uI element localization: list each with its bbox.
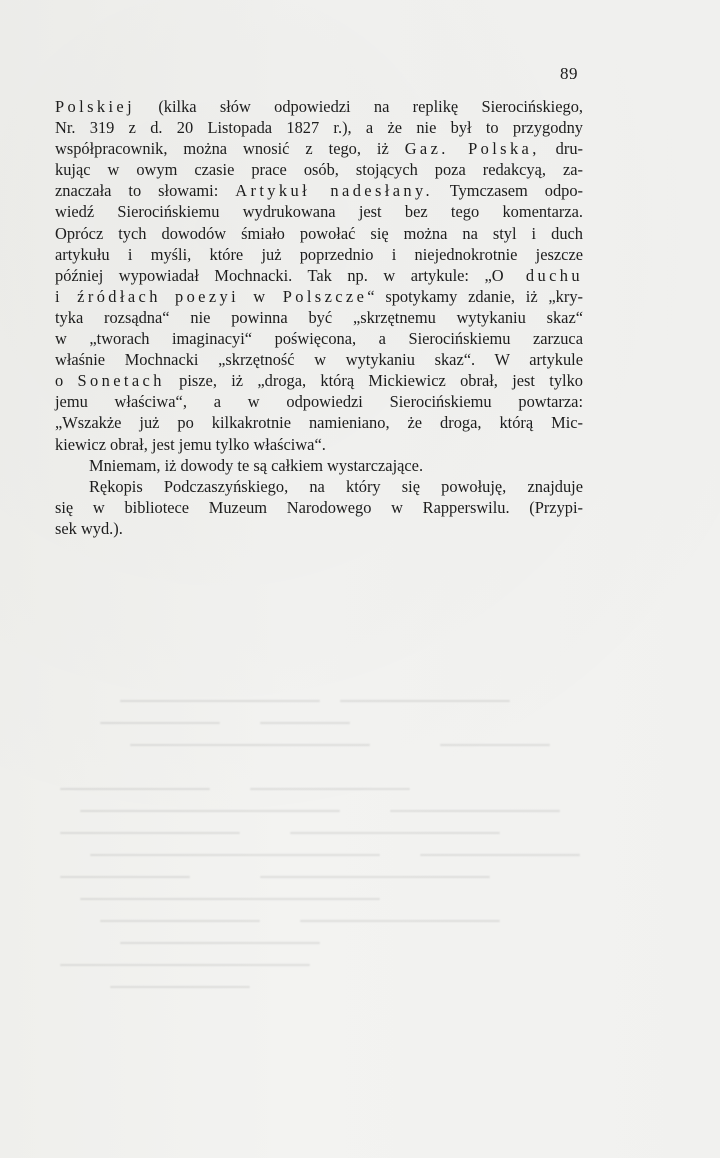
text-line — [55, 265, 583, 286]
text-line — [55, 349, 583, 370]
text-segment: Tymczasem odpo- — [433, 181, 583, 201]
text-line — [55, 223, 583, 244]
show-through-line — [440, 744, 550, 746]
text-line — [55, 476, 583, 497]
text-segment: się w bibliotece Muzeum Narodowego w Rapperswilu. (Przypi- — [55, 497, 583, 517]
show-through-line — [260, 722, 350, 724]
text-segment: później wypowiadał Mochnacki. Tak np. w artykule: „ — [55, 265, 492, 285]
text-line — [55, 117, 583, 138]
text-line — [55, 201, 583, 222]
text-line — [55, 286, 583, 307]
text-line — [55, 138, 583, 159]
show-through-text — [60, 690, 640, 1020]
text-line — [55, 391, 583, 412]
text-segment: wiedź Sierocińskiemu wydrukowana jest bez tego komentarza. — [55, 202, 583, 222]
text-segment: współpracownik, można wnosić z tego, iż — [55, 139, 405, 159]
show-through-line — [80, 810, 340, 812]
show-through-line — [290, 832, 500, 834]
text-segment: w „tworach imaginacyi“ poświęcona, a Sierocińskiemu zarzuca — [55, 329, 583, 349]
text-segment: dru- — [539, 139, 583, 159]
show-through-line — [120, 942, 320, 944]
text-line — [55, 370, 583, 391]
text-segment: Oprócz tych dowodów śmiało powołać się można na styl i duch — [55, 223, 583, 243]
text-segment: kując w owym czasie prace osób, stojących poza redakcyą, za- — [55, 160, 583, 180]
show-through-line — [390, 810, 560, 812]
text-segment: Rękopis Podczaszyńskiego, na który się powołuję, znajduje — [89, 476, 583, 496]
spaced-emphasis: Sonetach — [77, 371, 165, 391]
show-through-line — [110, 986, 250, 988]
show-through-line — [300, 920, 500, 922]
text-segment: sek wyd.). — [55, 518, 123, 538]
show-through-line — [60, 788, 210, 790]
text-segment: „Wszakże już po kilkakrotnie namieniano, że droga, którą Mic- — [55, 413, 583, 433]
text-line — [55, 412, 583, 433]
spaced-emphasis: Gaz. Polska, — [404, 139, 540, 159]
text-line — [55, 455, 583, 476]
show-through-line — [100, 920, 260, 922]
text-segment: Nr. 319 z d. 20 Listopada 1827 r.), a że nie był to przygodny — [55, 118, 583, 138]
spaced-emphasis: Polskiej — [55, 97, 136, 116]
show-through-line — [60, 832, 240, 834]
show-through-line — [80, 898, 380, 900]
spaced-emphasis: O duchu — [491, 265, 583, 285]
text-line — [55, 307, 583, 328]
text-line — [55, 159, 583, 180]
body-text — [55, 96, 583, 539]
spaced-emphasis: i źródłach poezyi w Polszcze — [55, 286, 368, 306]
show-through-line — [130, 744, 370, 746]
show-through-line — [60, 876, 190, 878]
text-segment: tyka rozsądna“ nie powinna być „skrzętnemu wytykaniu skaz“ — [55, 307, 583, 327]
text-line — [55, 180, 583, 201]
text-segment: Mniemam, iż dowody te są całkiem wystarczające. — [89, 455, 424, 475]
text-segment: artykułu i myśli, które już poprzednio i niejednokrotnie jeszcze — [55, 244, 583, 264]
show-through-line — [420, 854, 580, 856]
show-through-line — [120, 700, 320, 702]
text-segment: kiewicz obrał, jest jemu tylko właściwa“. — [55, 434, 326, 454]
text-segment: (kilka słów odpowiedzi na replikę Sierocińskiego, — [135, 97, 583, 116]
show-through-line — [340, 700, 510, 702]
show-through-line — [250, 788, 410, 790]
text-line — [55, 497, 583, 518]
text-line — [55, 518, 583, 539]
text-line — [55, 96, 583, 117]
text-segment: jemu właściwa“, a w odpowiedzi Sierocińskiemu powtarza: — [55, 392, 583, 412]
show-through-line — [90, 854, 380, 856]
text-line — [55, 434, 583, 455]
text-segment: znaczała to słowami: — [55, 181, 236, 201]
text-segment: pisze, iż „droga, którą Mickiewicz obrał, jest tylko — [164, 371, 583, 391]
text-segment: właśnie Mochnacki „skrzętność w wytykaniu skaz“. W artykule — [55, 350, 583, 370]
spaced-emphasis: Artykuł nadesłany. — [235, 181, 434, 201]
show-through-line — [60, 964, 310, 966]
show-through-line — [260, 876, 490, 878]
text-segment: “ spotykamy zdanie, iż „kry- — [367, 286, 583, 306]
text-line — [55, 244, 583, 265]
text-segment: o — [55, 371, 78, 391]
text-line — [55, 328, 583, 349]
page-number: 89 — [560, 64, 578, 83]
show-through-line — [100, 722, 220, 724]
